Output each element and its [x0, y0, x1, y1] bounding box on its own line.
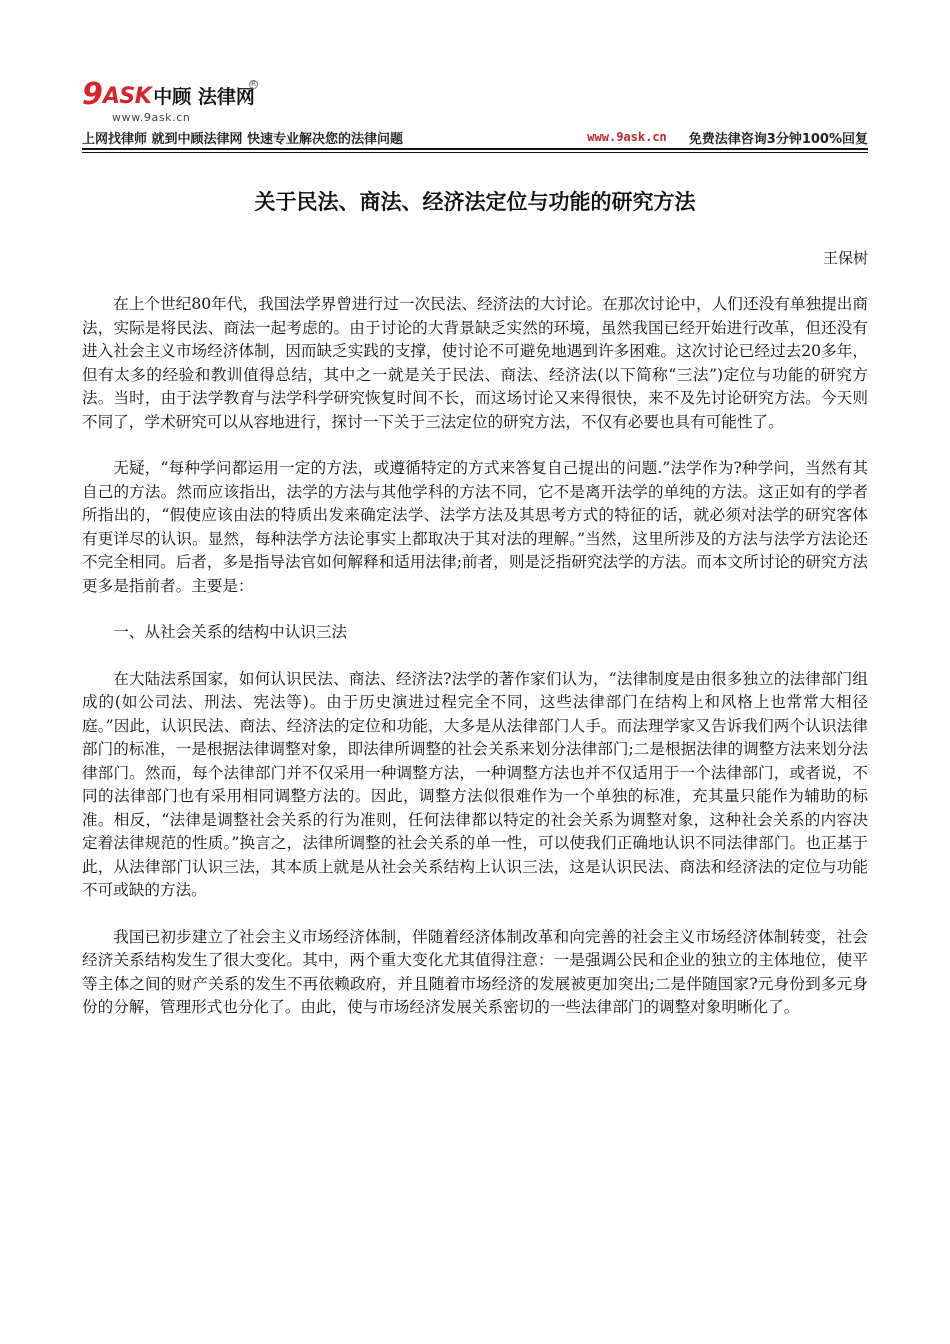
- logo-url: www.9ask.cn: [112, 111, 191, 124]
- header-divider-thin: [82, 152, 868, 153]
- paragraph-4: 我国已初步建立了社会主义市场经济体制，伴随着经济体制改革和向完善的社会主义市场经济体制转变，社会经济关系结构发生了很大变化。其中，两个重大变化尤其值得注意：一是强调公民和企业的独立的主体地位，使平等主体之间的财产关系的发生不再依赖政府，并且随着市场经济的发展被更加突出;二是伴随国家?元身份到多元身份的分解，管理形式也分化了。由此，使与市场经济发展关系密切的一些法律部门的调整对象明晰化了。: [82, 927, 868, 1016]
- site-url-link[interactable]: www.9ask.cn: [587, 130, 667, 144]
- logo-ask: ASK: [102, 84, 152, 109]
- paragraph-3: 在大陆法系国家，如何认识民法、商法、经济法?法学的著作家们认为，“法律制度是由很多独立的法律部门组成的(如公司法、刑法、宪法等)。由于历史演进过程完全不同，这些法律部门在结构上和风格上也常常大相径庭。”因此，认识民法、商法、经济法的定位和功能，大多是从法律部门人手。而法理学家又告诉我们两个认识法律部门的标准，一是根据法律调整对象，即法律所调整的社会关系来划分法律部门;二是根据法律的调整方法来划分法律部门。然而，每个法律部门并不仅采用一种调整方法，一种调整方法也并不仅适用于一个法律部门，或者说，不同的法律部门也有采用相同调整方法的。因此，调整方法似很难作为一个单独的标准，充其量只能作为辅助的标准。相反，“法律是调整社会关系的行为准则，任何法律都以特定的社会关系为调整对象，这种社会关系的内容决定着法律规范的性质。”换言之，法律所调整的社会关系的单一性，可以使我们正确地认识不同法律部门。也正基于此，从法律部门认识三法，其本质上就是从社会关系结构上认识三法，这是认识民法、商法和经济法的定位与功能不可或缺的方法。: [82, 669, 868, 899]
- logo-chinese-name: 中顾 法律网: [153, 86, 255, 108]
- section-heading-1: 一、从社会关系的结构中认识三法: [113, 623, 348, 641]
- site-logo[interactable]: [82, 78, 322, 124]
- logo-nine: 9: [82, 77, 103, 112]
- document-body: [82, 293, 868, 1043]
- header-divider-thick: [82, 148, 868, 150]
- registered-mark: R: [249, 80, 258, 89]
- document-title: 关于民法、商法、经济法定位与功能的研究方法: [254, 190, 696, 214]
- free-consult-text: 免费法律咨询3分钟100%回复: [688, 131, 868, 147]
- header-banner: [82, 126, 868, 148]
- header-tagline: 上网找律师 就到中顾法律网 快速专业解决您的法律问题: [82, 131, 404, 147]
- document-author: 王保树: [822, 249, 868, 267]
- paragraph-1: 在上个世纪80年代，我国法学界曾进行过一次民法、经济法的大讨论。在那次讨论中，人们还没有单独提出商法，实际是将民法、商法一起考虑的。由于讨论的大背景缺乏实然的环境，虽然我国已经开始进行改革，但还没有进入社会主义市场经济体制，因而缺乏实践的支撑，使讨论不可避免地遇到许多困难。这次讨论已经过去20多年，但有太多的经验和教训值得总结，其中之一就是关于民法、商法、经济法(以下简称“三法”)定位与功能的研究方法。当时，由于法学教育与法学科学研究恢复时间不长，而这场讨论又来得很快，来不及先讨论研究方法。今天则不同了，学术研究可以从容地进行，探讨一下关于三法定位的研究方法，不仅有必要也具有可能性了。: [82, 295, 868, 431]
- header-right: [587, 128, 868, 147]
- paragraph-2: 无疑，“每种学问都运用一定的方法，或遵循特定的方式来答复自己提出的问题.”法学作为?种学问，当然有其自己的方法。然而应该指出，法学的方法与其他学科的方法不同，它不是离开法学的单纯的方法。这正如有的学者所指出的，“假使应该由法的特质出发来确定法学、法学方法及其思考方式的特征的话，就必须对法学的研究客体有更详尽的认识。显然，每种法学方法论事实上都取决于其对法的理解。”当然，这里所涉及的方法与法学方法论还不完全相同。后者，多是指导法官如何解释和适用法律;前者，则是泛指研究法学的方法。而本文所讨论的研究方法更多是指前者。主要是：: [82, 459, 868, 595]
